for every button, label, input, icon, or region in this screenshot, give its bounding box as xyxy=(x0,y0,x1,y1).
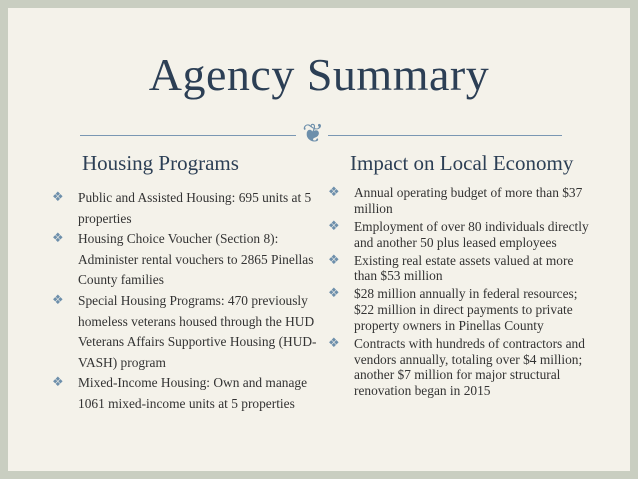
list-item-text: Mixed-Income Housing: Own and manage 1061 mixed-income units at 5 properties xyxy=(78,375,308,411)
slide xyxy=(8,8,630,471)
title-divider-right xyxy=(328,135,562,136)
list-item-text: Annual operating budget of more than $37 million xyxy=(354,185,583,216)
column-heading-local-economy: Impact on Local Economy xyxy=(350,151,574,175)
fleur-ornament-icon: ❦ xyxy=(302,119,324,149)
diamond-bullet-icon: ❖ xyxy=(328,218,340,234)
list-item-text: Contracts with hundreds of contractors and vendors annually, totaling over $4 million; another $7 million for major structural renovation began in 2015 xyxy=(354,335,585,398)
list-item xyxy=(328,253,590,284)
diamond-bullet-icon: ❖ xyxy=(52,190,64,205)
list-item xyxy=(328,286,590,333)
list-item xyxy=(328,219,590,250)
list-item xyxy=(328,185,590,216)
diamond-bullet-icon: ❖ xyxy=(52,375,64,391)
diamond-bullet-icon: ❖ xyxy=(328,335,340,351)
list-item xyxy=(52,229,322,291)
list-item-text: Public and Assisted Housing: 695 units at 5 properties xyxy=(78,190,312,226)
list-item xyxy=(52,373,322,414)
column-heading-housing-programs: Housing Programs xyxy=(82,151,239,175)
list-item-text: Existing real estate assets valued at more than $53 million xyxy=(354,252,574,284)
diamond-bullet-icon: ❖ xyxy=(328,185,340,200)
diamond-bullet-icon: ❖ xyxy=(328,286,340,302)
housing-programs-list xyxy=(52,188,322,415)
diamond-bullet-icon: ❖ xyxy=(52,292,64,308)
local-economy-list xyxy=(328,185,590,401)
title-divider-left xyxy=(80,135,296,136)
list-item-text: Special Housing Programs: 470 previously homeless veterans housed through the HUD Veterans Affairs Supportive Housing (HUD-VASH) program xyxy=(78,292,317,370)
list-item-text: $28 million annually in federal resources; $22 million in direct payments to private property owners in Pinellas County xyxy=(354,286,578,333)
diamond-bullet-icon: ❖ xyxy=(52,231,64,247)
diamond-bullet-icon: ❖ xyxy=(328,252,340,268)
list-item-text: Employment of over 80 individuals directly and another 50 plus leased employees xyxy=(354,218,589,250)
list-item xyxy=(328,336,590,399)
list-item-text: Housing Choice Voucher (Section 8): Administer rental vouchers to 2865 Pinellas County families xyxy=(78,231,314,288)
list-item xyxy=(52,188,322,229)
slide-title: Agency Summary xyxy=(148,49,490,100)
list-item xyxy=(52,291,322,373)
